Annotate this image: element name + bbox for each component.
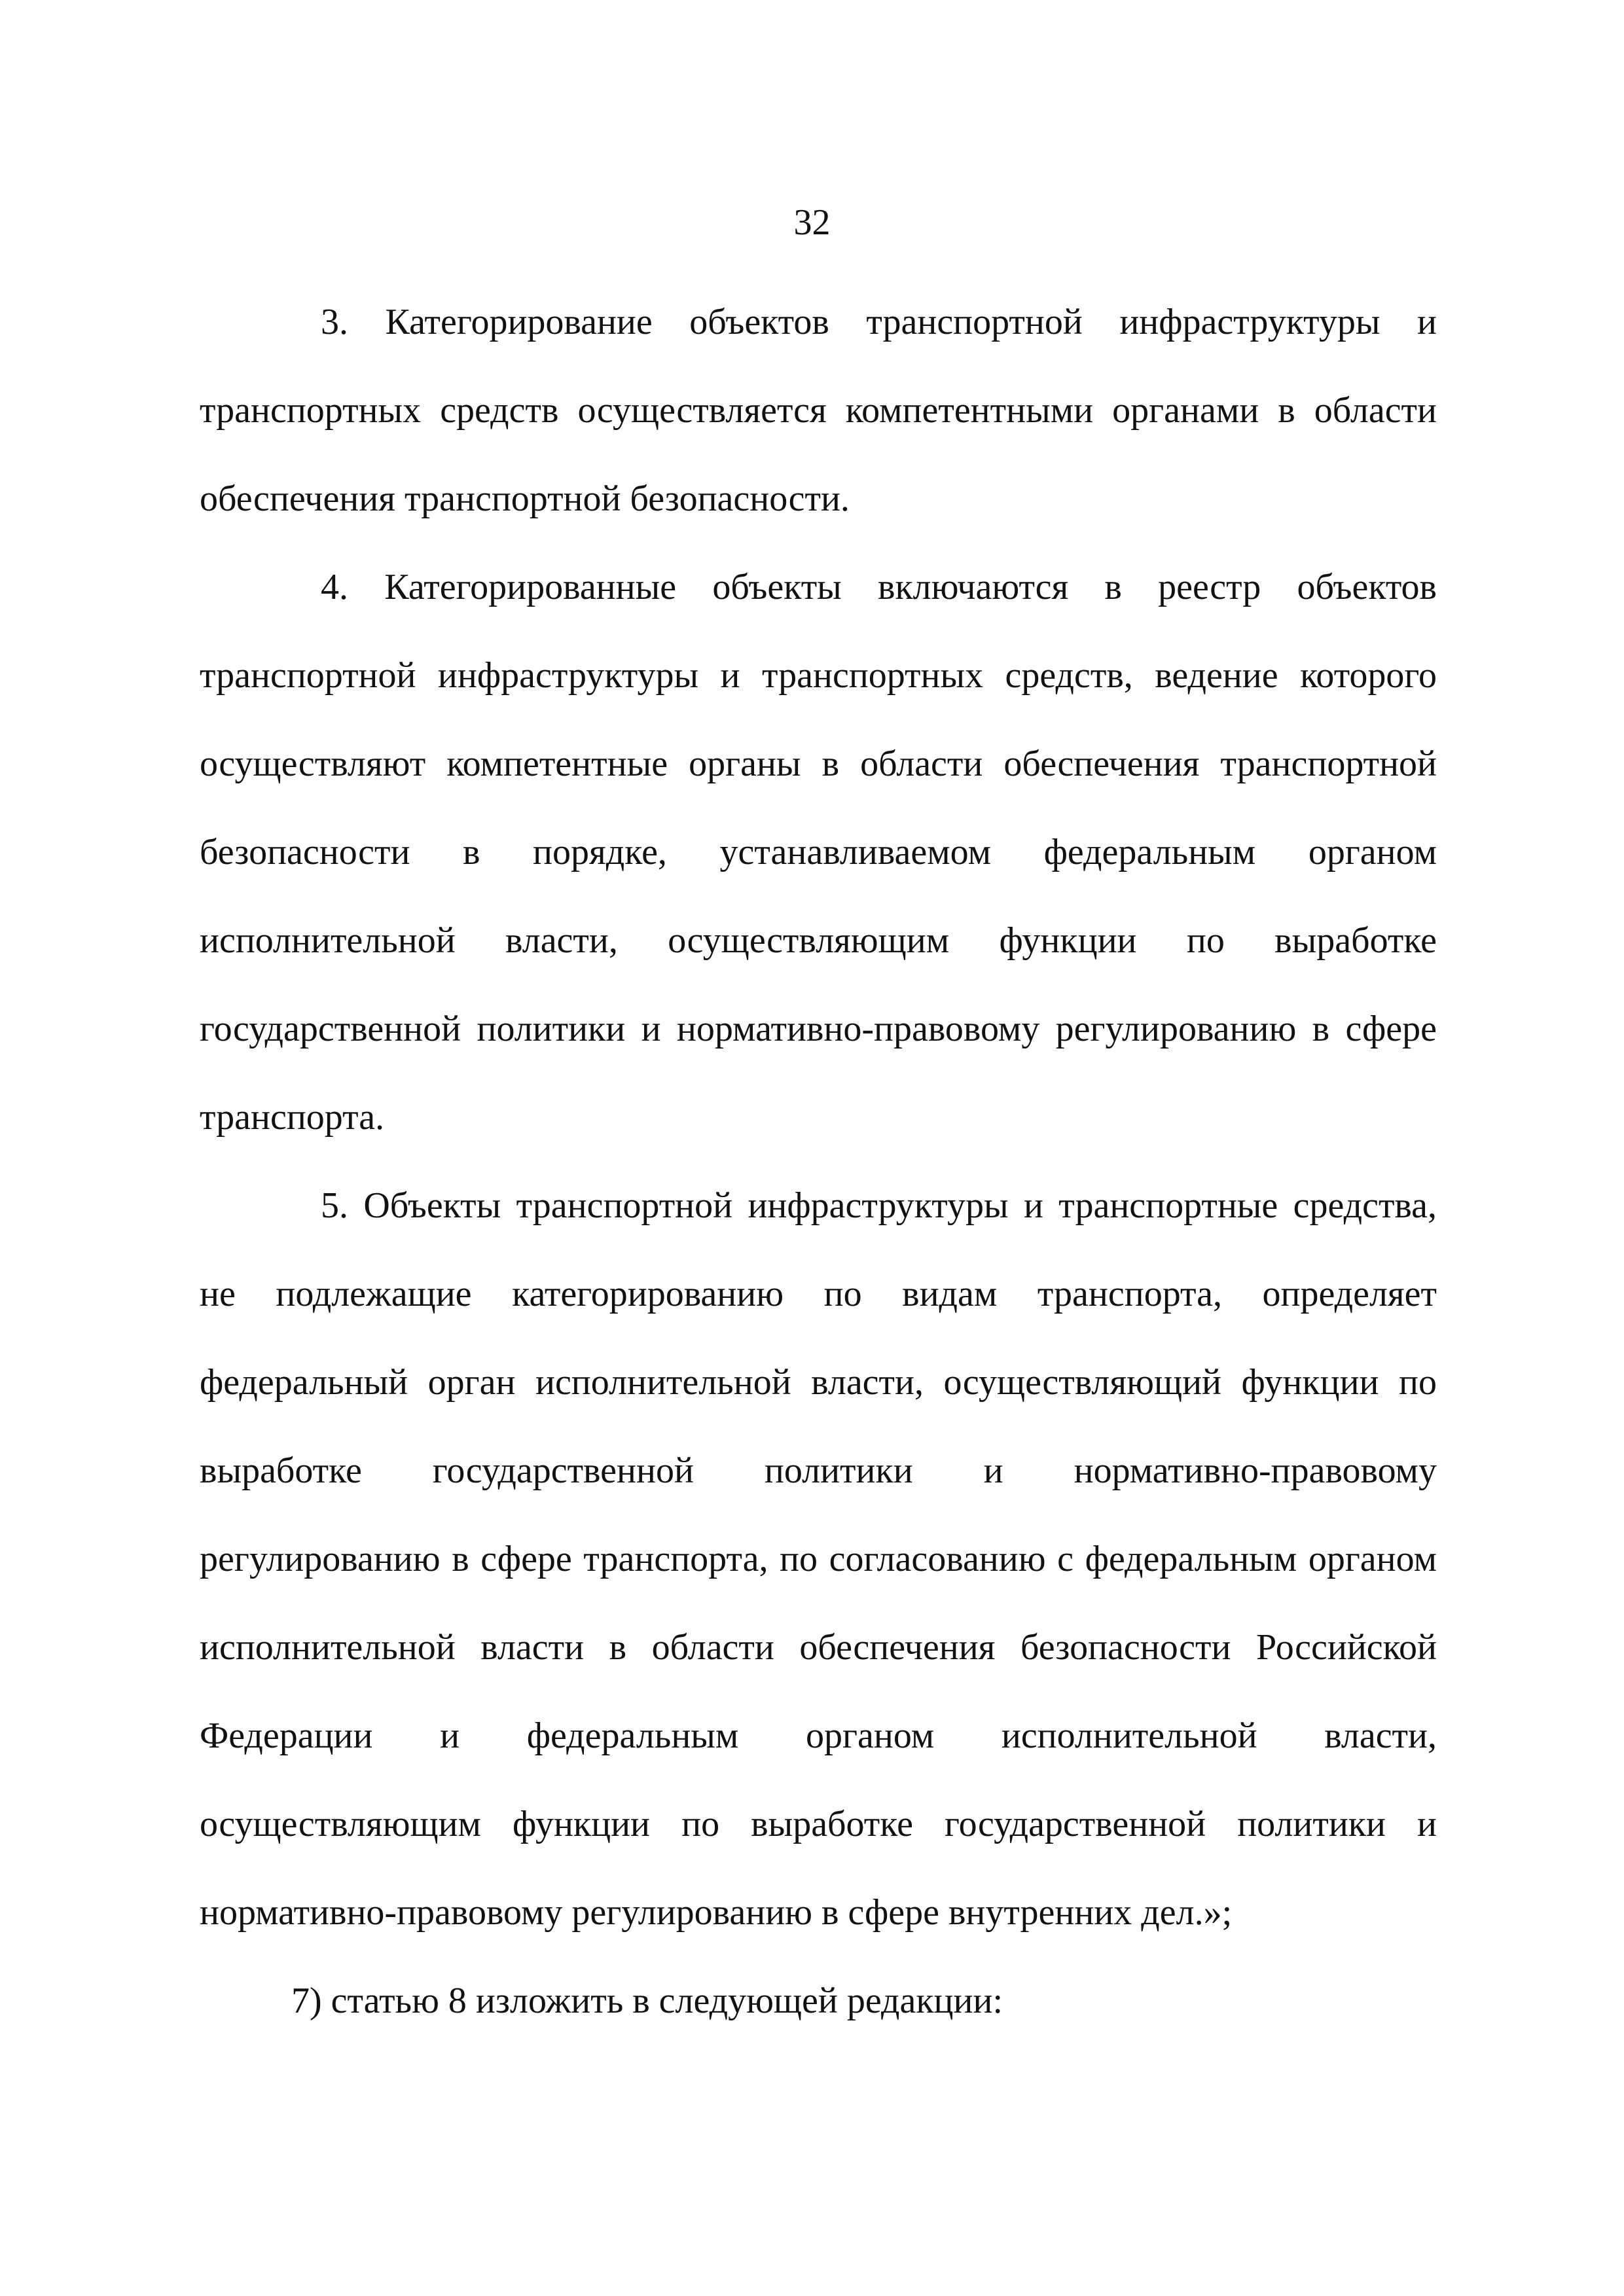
- paragraph-3: 3. Категорирование объектов транспортной инфраструктуры и транспортных средств осуществляется компетентными органами в области обеспечения транспортной безопасности.: [200, 302, 1437, 519]
- page-number: 32: [793, 202, 831, 243]
- document-body: [200, 278, 1437, 2045]
- amendment-item-7: 7) статью 8 изложить в следующей редакции:: [291, 1981, 1003, 2021]
- paragraph-5: 5. Объекты транспортной инфраструктуры и транспортные средства, не подлежащие категорированию по видам транспорта, определяет федеральный орган исполнительной власти, осуществляющий функции по выработке государственной политики и нормативно-правовому регулированию в сфере транспорта, по согласованию с федеральным органом исполнительной власти в области обеспечения безопасности Российской Федерации и федеральным органом исполнительной власти, осуществляющим функции по выработке государственной политики и нормативно-правовому регулированию в сфере внутренних дел.»;: [200, 1185, 1437, 1933]
- paragraph-4: 4. Категорированные объекты включаются в реестр объектов транспортной инфраструктуры и транспортных средств, ведение которого осуществляют компетентные органы в области обеспечения транспортной безопасности в порядке, устанавливаемом федеральным органом исполнительной власти, осуществляющим функции по выработке государственной политики и нормативно-правовому регулированию в сфере транспорта.: [200, 567, 1437, 1138]
